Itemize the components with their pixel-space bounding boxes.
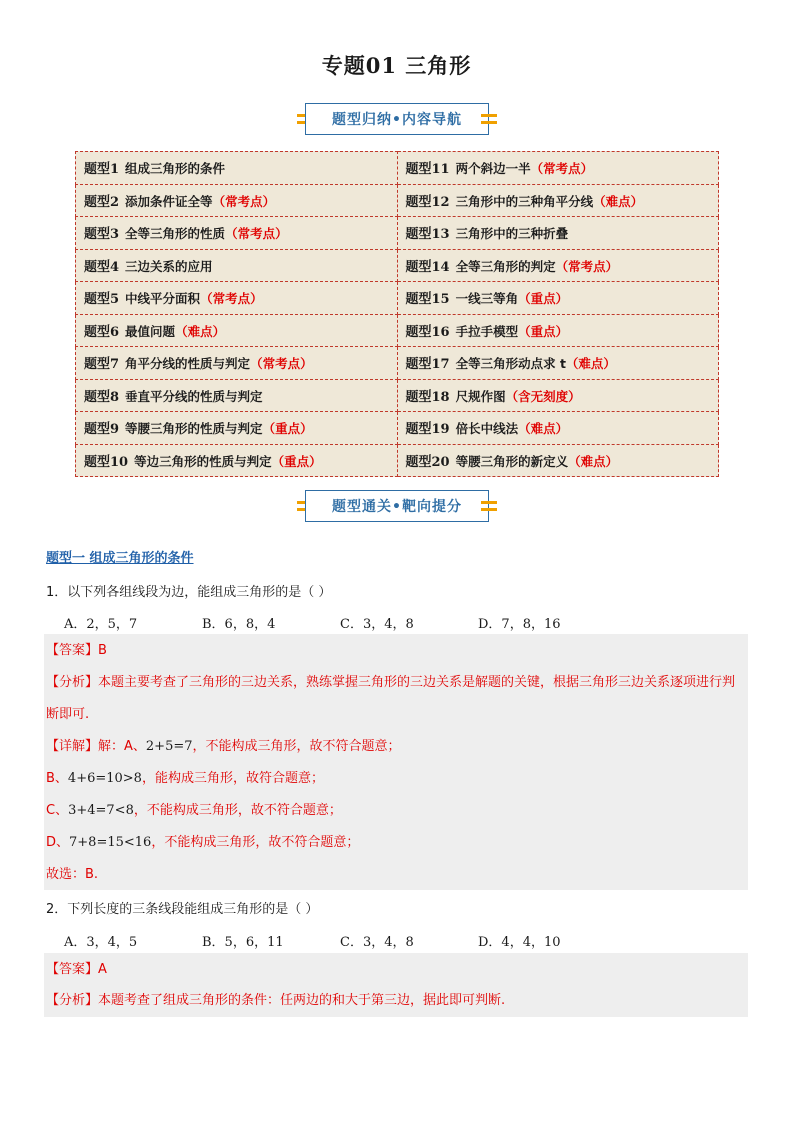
toc-item — [76, 314, 398, 347]
toc-item-tag: （常考点） — [555, 258, 619, 274]
nav-banner-label: 题型归纳•内容导航 — [305, 103, 489, 135]
toc-item — [76, 282, 398, 315]
nav-banner — [297, 103, 497, 137]
toc-row — [76, 152, 719, 185]
toc-item — [397, 184, 719, 217]
toc-item-num: 题型13 — [405, 227, 450, 243]
toc-item-tag: （常考点） — [200, 291, 263, 307]
toc-item-tag: （重点） — [262, 421, 313, 437]
detail-b-math: 4+6=10>8 — [67, 771, 142, 786]
toc-item — [76, 152, 398, 185]
toc-item-num: 题型5 — [84, 292, 120, 308]
toc-item-name: 三边关系的应用 — [125, 258, 213, 274]
detail-d — [46, 827, 746, 859]
detail-c — [46, 795, 746, 827]
toc-item-num: 题型7 — [84, 357, 120, 373]
toc-item-name: 一线三等角 — [455, 291, 519, 307]
option-c: C．3，4，8 — [340, 617, 414, 632]
option-a: A．2，5，7 — [64, 617, 138, 632]
toc-item-num: 题型18 — [405, 389, 450, 405]
toc-item-num: 题型17 — [405, 357, 450, 373]
toc-item-name: 组成三角形的条件 — [125, 161, 226, 177]
option-b: B．5，6，11 — [202, 935, 284, 950]
page-title: 专题01 三角形 — [321, 53, 472, 78]
toc-item-name: 中线平分面积 — [125, 291, 201, 307]
toc-item — [76, 249, 398, 282]
toc-item — [397, 152, 719, 185]
answer-1: 【答案】B — [46, 643, 107, 658]
toc-item-num: 题型8 — [84, 389, 120, 405]
toc-item-tag: （常考点） — [530, 161, 594, 177]
option-b: B．6，8，4 — [202, 617, 276, 632]
toc-item-name: 全等三角形的性质 — [125, 226, 226, 242]
toc-item-tag: （重点） — [518, 323, 569, 339]
toc-item-num: 题型2 — [84, 194, 120, 210]
analysis-1: 【分析】本题主要考查了三角形的三边关系，熟练掌握三角形的三边关系是解题的关键，根据三角形三边关系逐项进行判断即可. — [46, 675, 736, 722]
question-2-stem: 2．下列长度的三条线段能组成三角形的是（ ） — [46, 902, 319, 917]
detail-c-math: 3+4=7<8 — [68, 803, 134, 818]
toc-item — [76, 347, 398, 380]
practice-banner — [297, 490, 497, 524]
section-heading: 题型一 组成三角形的条件 — [46, 551, 194, 566]
toc-item — [76, 444, 398, 477]
question-1-stem: 1．以下列各组线段为边，能组成三角形的是（ ） — [46, 585, 332, 600]
toc-item-tag: （常考点） — [250, 356, 313, 372]
toc-item-num: 题型3 — [84, 227, 120, 243]
toc-item-name: 垂直平分线的性质与判定 — [125, 388, 263, 404]
toc-item-num: 题型4 — [84, 259, 120, 275]
toc-item — [397, 412, 719, 445]
toc-item-num: 题型11 — [405, 162, 450, 178]
toc-item — [397, 379, 719, 412]
toc-item-tag: （难点） — [175, 323, 226, 339]
toc-item-name: 倍长中线法 — [455, 421, 519, 437]
toc-item-num: 题型10 — [84, 454, 129, 470]
toc-item — [397, 314, 719, 347]
toc-item-name: 角平分线的性质与判定 — [125, 356, 251, 372]
toc-item-tag: （难点） — [593, 193, 644, 209]
answer-2: 【答案】A — [46, 962, 107, 977]
toc-item — [76, 217, 398, 250]
toc-item-name: 等腰三角形的新定义 — [455, 453, 569, 469]
toc-row — [76, 444, 719, 477]
toc-item-num: 题型19 — [405, 422, 450, 438]
toc-item-num: 题型1 — [84, 162, 120, 178]
decor-equals-icon — [481, 499, 497, 513]
toc-item-num: 题型20 — [405, 454, 450, 470]
toc-row — [76, 249, 719, 282]
practice-banner-label: 题型通关•靶向提分 — [305, 490, 489, 522]
toc-item-name: 两个斜边一半 — [455, 161, 531, 177]
detail-d-label: D、 — [46, 835, 70, 850]
detail-b — [46, 763, 746, 795]
toc-item-name: 添加条件证全等 — [125, 193, 213, 209]
toc-item-tag: （含无刻度） — [505, 388, 581, 404]
toc-item — [397, 282, 719, 315]
detail-c-label: C、 — [46, 803, 69, 818]
detail-a-math: 2+5=7 — [145, 739, 193, 754]
toc-item-num: 题型14 — [405, 259, 450, 275]
toc-row — [76, 347, 719, 380]
toc-item-num: 题型12 — [405, 194, 450, 210]
toc-item-name: 三角形中的三种折叠 — [455, 226, 569, 242]
toc-item — [76, 184, 398, 217]
detail-c-text: ，不能构成三角形，故不符合题意； — [133, 803, 342, 818]
question-2-options — [64, 931, 616, 950]
toc-item-name: 手拉手模型 — [455, 323, 519, 339]
toc-row — [76, 282, 719, 315]
toc-item — [76, 412, 398, 445]
detail-d-text: ，不能构成三角形，故不符合题意； — [151, 835, 360, 850]
toc-item-tag: （常考点） — [212, 193, 276, 209]
toc-row — [76, 217, 719, 250]
toc-item-tag: （难点） — [565, 356, 616, 372]
toc-row — [76, 379, 719, 412]
option-d: D．4，4，10 — [478, 935, 561, 950]
toc-item-num: 题型6 — [84, 324, 120, 340]
option-c: C．3，4，8 — [340, 935, 414, 950]
detail-d-math: 7+8=15<16 — [69, 835, 152, 850]
toc-item-name: 尺规作图 — [455, 388, 506, 404]
question-1-options — [64, 613, 616, 632]
toc-item — [397, 217, 719, 250]
detail-a — [46, 731, 746, 763]
toc-item-name: 三角形中的三种角平分线 — [455, 193, 594, 209]
toc-table — [75, 151, 719, 477]
detail-b-label: B、 — [46, 771, 68, 786]
decor-equals-icon — [481, 112, 497, 126]
analysis-2: 【分析】本题考查了组成三角形的条件：任两边的和大于第三边，据此即可判断. — [46, 993, 506, 1008]
toc-item-tag: （重点） — [518, 291, 569, 307]
toc-item-name: 最值问题 — [125, 323, 176, 339]
toc-row — [76, 314, 719, 347]
toc-item-tag: （重点） — [271, 453, 322, 469]
toc-item-name: 等腰三角形的性质与判定 — [125, 421, 263, 437]
toc-item — [76, 379, 398, 412]
detail-label: 【详解】解：A、 — [46, 739, 146, 754]
toc-row — [76, 412, 719, 445]
option-a: A．3，4，5 — [64, 935, 138, 950]
toc-item-name: 全等三角形的判定 — [455, 258, 556, 274]
toc-item — [397, 444, 719, 477]
toc-item-num: 题型9 — [84, 422, 120, 438]
toc-item-tag: （难点） — [568, 453, 619, 469]
toc-item-num: 题型16 — [405, 324, 450, 340]
toc-item — [397, 347, 719, 380]
toc-row — [76, 184, 719, 217]
detail-b-text: ，能构成三角形，故符合题意； — [141, 771, 324, 786]
conclusion-1: 故选：B. — [46, 867, 99, 882]
toc-item-num: 题型15 — [405, 292, 450, 308]
toc-item — [397, 249, 719, 282]
toc-item-name: 全等三角形动点求 t — [455, 356, 566, 372]
detail-a-text: ，不能构成三角形，故不符合题意； — [192, 739, 401, 754]
toc-item-tag: （常考点） — [225, 226, 288, 242]
toc-item-name: 等边三角形的性质与判定 — [134, 453, 272, 469]
option-d: D．7，8，16 — [478, 617, 561, 632]
toc-item-tag: （难点） — [518, 421, 569, 437]
